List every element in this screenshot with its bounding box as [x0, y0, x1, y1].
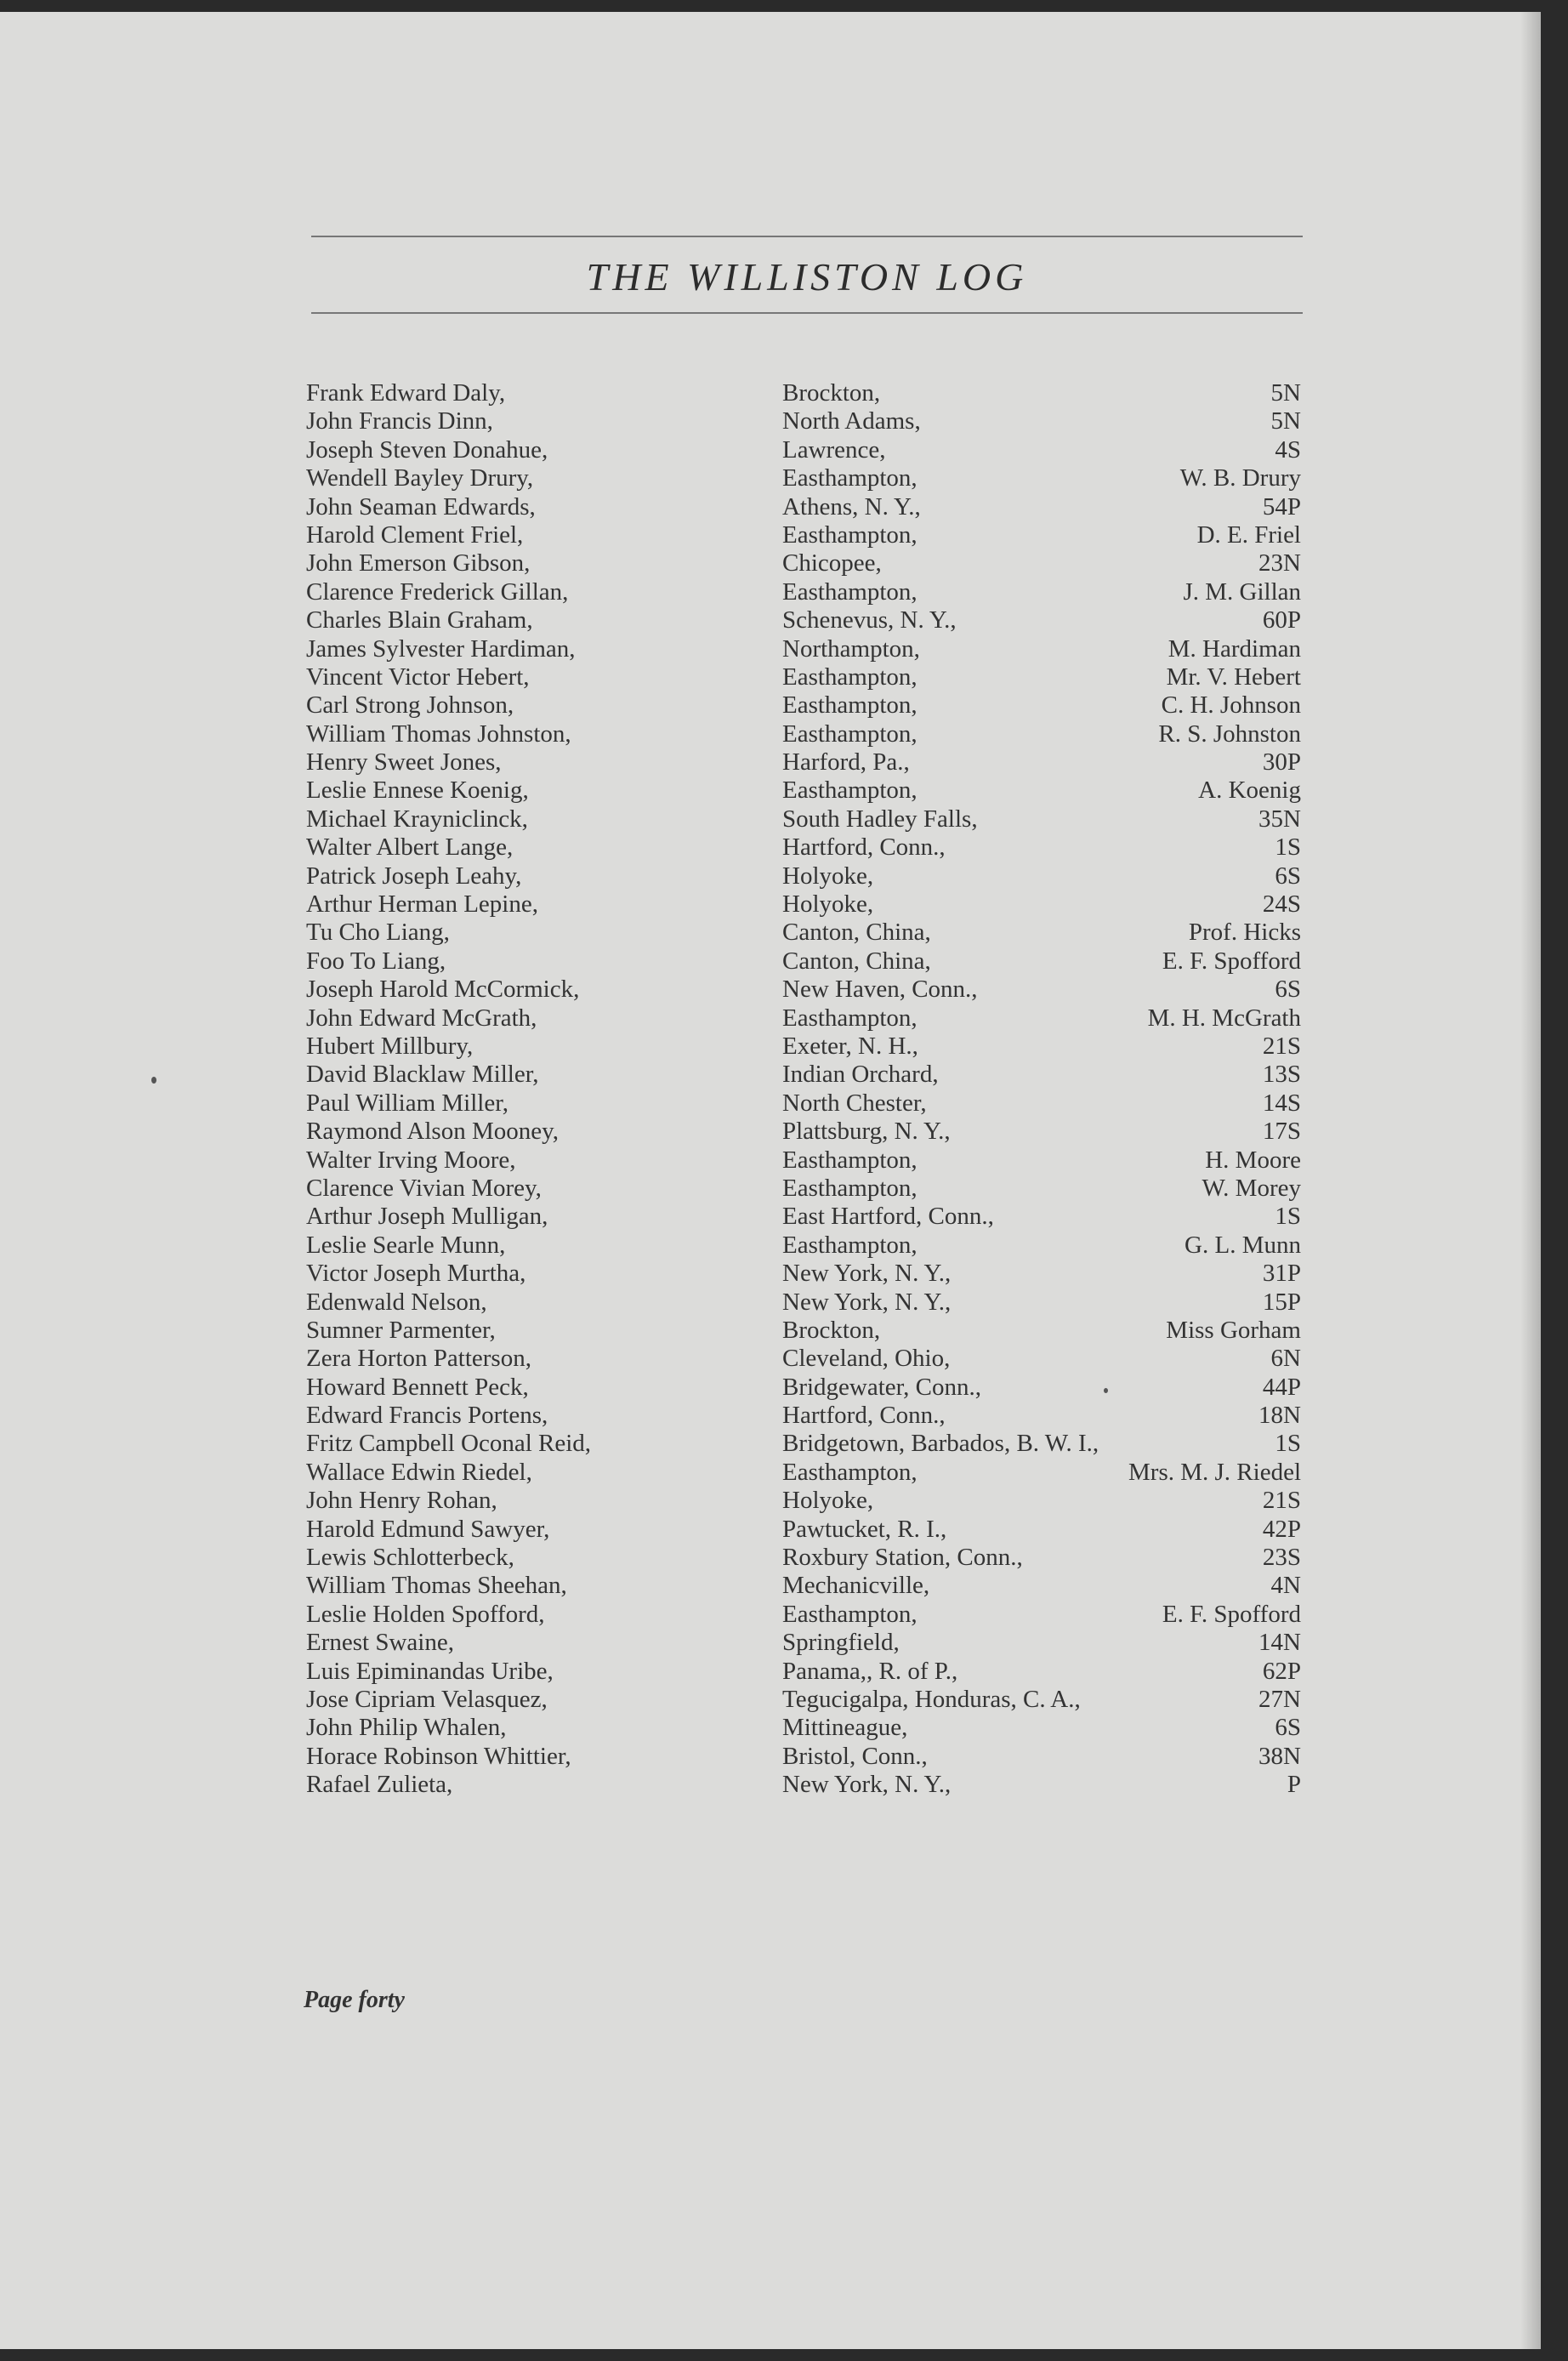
home-town: Holyoke, — [782, 862, 874, 890]
home-town: Canton, China, — [782, 947, 931, 975]
student-name: Henry Sweet Jones, — [306, 748, 502, 777]
roster-row — [306, 436, 1301, 464]
roster-row — [306, 1004, 1301, 1033]
home-town: Springfield, — [782, 1629, 900, 1657]
room-or-residence: 24S — [1262, 890, 1301, 919]
room-or-residence: 21S — [1262, 1487, 1301, 1515]
home-town: Easthampton, — [782, 1174, 918, 1202]
room-or-residence: M. Hardiman — [1167, 634, 1301, 663]
student-name: Leslie Holden Spofford, — [306, 1600, 545, 1628]
header-rule-top — [311, 236, 1303, 237]
student-name: Charles Blain Graham, — [306, 606, 533, 634]
room-or-residence: 6N — [1270, 1345, 1301, 1373]
student-name: Sumner Parmenter, — [306, 1316, 496, 1344]
roster-row — [306, 1203, 1301, 1231]
home-town: Exeter, N. H., — [782, 1032, 918, 1060]
student-name: Hubert Millbury, — [306, 1032, 474, 1060]
roster-row — [306, 1430, 1301, 1458]
home-town: Mittineague, — [782, 1714, 908, 1742]
roster-row — [306, 1260, 1301, 1288]
student-name: Howard Bennett Peck, — [306, 1373, 529, 1401]
room-or-residence: 21S — [1262, 1032, 1301, 1060]
room-or-residence: 6S — [1275, 1714, 1301, 1742]
home-town: Bridgetown, Barbados, B. W. I., — [782, 1430, 1099, 1458]
home-town: Easthampton, — [782, 464, 918, 492]
home-town: Holyoke, — [782, 1487, 874, 1515]
student-name: Wendell Bayley Drury, — [306, 464, 534, 492]
running-header — [311, 236, 1303, 321]
home-town: Easthampton, — [782, 1458, 918, 1486]
room-or-residence: 4N — [1270, 1572, 1301, 1600]
room-or-residence: H. Moore — [1205, 1146, 1301, 1174]
room-or-residence: 27N — [1258, 1685, 1301, 1713]
student-name: Foo To Liang, — [306, 947, 446, 975]
room-or-residence: 62P — [1262, 1657, 1301, 1685]
student-name: John Francis Dinn, — [306, 407, 493, 435]
student-name: Edward Francis Portens, — [306, 1402, 548, 1430]
student-name: Leslie Searle Munn, — [306, 1231, 506, 1259]
room-or-residence: R. S. Johnston — [1158, 720, 1301, 748]
room-or-residence: Mrs. M. J. Riedel — [1128, 1458, 1301, 1486]
room-or-residence: 17S — [1262, 1118, 1301, 1146]
room-or-residence: 31P — [1262, 1260, 1301, 1288]
roster-row — [306, 635, 1301, 663]
roster-row — [306, 493, 1301, 521]
room-or-residence: J. M. Gillan — [1183, 577, 1301, 606]
roster-row — [306, 379, 1301, 407]
roster-row — [306, 1516, 1301, 1544]
student-name: John Edward McGrath, — [306, 1004, 537, 1032]
room-or-residence: 15P — [1262, 1288, 1301, 1316]
home-town: Indian Orchard, — [782, 1061, 939, 1089]
home-town: Easthampton, — [782, 1004, 918, 1032]
student-name: John Emerson Gibson, — [306, 549, 531, 577]
room-or-residence: A. Koenig — [1198, 777, 1301, 805]
roster-row — [306, 1714, 1301, 1742]
student-name: Michael Krayniclinck, — [306, 805, 528, 833]
roster-row — [306, 1317, 1301, 1345]
student-name: Joseph Harold McCormick, — [306, 976, 580, 1004]
student-name: Lewis Schlotterbeck, — [306, 1544, 514, 1572]
room-or-residence: 1S — [1275, 833, 1301, 862]
room-or-residence: 6S — [1275, 976, 1301, 1004]
roster-row — [306, 1771, 1301, 1799]
student-name: Victor Joseph Murtha, — [306, 1260, 526, 1288]
room-or-residence: 13S — [1262, 1061, 1301, 1089]
room-or-residence: 5N — [1270, 407, 1301, 435]
roster-row — [306, 1743, 1301, 1771]
room-or-residence: M. H. McGrath — [1147, 1004, 1301, 1032]
student-name: Rafael Zulieta, — [306, 1771, 453, 1799]
home-town: Panama,, R. of P., — [782, 1657, 958, 1685]
home-town: Cleveland, Ohio, — [782, 1345, 951, 1373]
room-or-residence: 18N — [1258, 1402, 1301, 1430]
roster-row — [306, 606, 1301, 634]
header-rule-bottom — [311, 312, 1303, 314]
student-name: Wallace Edwin Riedel, — [306, 1458, 532, 1486]
home-town: South Hadley Falls, — [782, 805, 978, 833]
room-or-residence: 6S — [1275, 862, 1301, 890]
home-town: Brockton, — [782, 1316, 881, 1344]
room-or-residence: E. F. Spofford — [1162, 947, 1301, 975]
student-name: David Blacklaw Miller, — [306, 1061, 539, 1089]
home-town: Bristol, Conn., — [782, 1742, 928, 1770]
home-town: Tegucigalpa, Honduras, C. A., — [782, 1685, 1081, 1713]
student-name: Arthur Joseph Mulligan, — [306, 1203, 548, 1231]
room-or-residence: 14N — [1258, 1629, 1301, 1657]
roster-row — [306, 1686, 1301, 1714]
student-name: James Sylvester Hardiman, — [306, 634, 576, 663]
roster-row — [306, 464, 1301, 492]
roster-row — [306, 720, 1301, 748]
home-town: Easthampton, — [782, 577, 918, 606]
student-name: Luis Epiminandas Uribe, — [306, 1657, 554, 1685]
roster-row — [306, 1033, 1301, 1061]
roster-row — [306, 777, 1301, 805]
home-town: Harford, Pa., — [782, 748, 910, 777]
home-town: Hartford, Conn., — [782, 833, 946, 862]
home-town: Pawtucket, R. I., — [782, 1515, 947, 1543]
student-name: Patrick Joseph Leahy, — [306, 862, 522, 890]
roster-row — [306, 1289, 1301, 1317]
student-name: Tu Cho Liang, — [306, 919, 450, 947]
roster-row — [306, 1544, 1301, 1572]
home-town: North Chester, — [782, 1089, 927, 1117]
home-town: Holyoke, — [782, 890, 874, 919]
student-name: Jose Cipriam Velasquez, — [306, 1685, 548, 1713]
roster-row — [306, 890, 1301, 919]
roster-row — [306, 578, 1301, 606]
room-or-residence: W. B. Drury — [1179, 464, 1301, 492]
ink-speck — [1104, 1388, 1108, 1393]
home-town: Canton, China, — [782, 919, 931, 947]
roster-row — [306, 1232, 1301, 1260]
student-roster — [306, 379, 1301, 1800]
home-town: Roxbury Station, Conn., — [782, 1544, 1023, 1572]
room-or-residence: 42P — [1262, 1515, 1301, 1543]
room-or-residence: 23N — [1258, 549, 1301, 577]
student-name: Clarence Vivian Morey, — [306, 1174, 542, 1202]
roster-row — [306, 1487, 1301, 1515]
student-name: Clarence Frederick Gillan, — [306, 577, 569, 606]
home-town: Easthampton, — [782, 1600, 918, 1628]
room-or-residence: 23S — [1262, 1544, 1301, 1572]
room-or-residence: 38N — [1258, 1742, 1301, 1770]
roster-row — [306, 976, 1301, 1004]
roster-row — [306, 407, 1301, 435]
roster-row — [306, 1658, 1301, 1686]
student-name: John Philip Whalen, — [306, 1714, 507, 1742]
room-or-residence: 30P — [1262, 748, 1301, 777]
book-page — [0, 12, 1541, 2349]
student-name: Leslie Ennese Koenig, — [306, 777, 529, 805]
student-name: William Thomas Johnston, — [306, 720, 571, 748]
room-or-residence: Mr. V. Hebert — [1166, 663, 1301, 691]
student-name: Edenwald Nelson, — [306, 1288, 487, 1316]
room-or-residence: C. H. Johnson — [1161, 691, 1301, 720]
room-or-residence: 35N — [1258, 805, 1301, 833]
student-name: Paul William Miller, — [306, 1089, 508, 1117]
home-town: New York, N. Y., — [782, 1260, 952, 1288]
home-town: Bridgewater, Conn., — [782, 1373, 982, 1401]
home-town: Easthampton, — [782, 1231, 918, 1259]
student-name: Arthur Herman Lepine, — [306, 890, 538, 919]
home-town: Chicopee, — [782, 549, 882, 577]
home-town: Easthampton, — [782, 521, 918, 549]
home-town: New Haven, Conn., — [782, 976, 978, 1004]
home-town: Northampton, — [782, 634, 920, 663]
home-town: Easthampton, — [782, 691, 918, 720]
student-name: Raymond Alson Mooney, — [306, 1118, 559, 1146]
roster-row — [306, 1629, 1301, 1657]
student-name: Harold Clement Friel, — [306, 521, 524, 549]
home-town: Easthampton, — [782, 720, 918, 748]
student-name: John Seaman Edwards, — [306, 492, 536, 521]
room-or-residence: G. L. Munn — [1185, 1231, 1301, 1259]
roster-row — [306, 833, 1301, 862]
home-town: Easthampton, — [782, 1146, 918, 1174]
room-or-residence: Miss Gorham — [1166, 1316, 1301, 1344]
roster-row — [306, 805, 1301, 833]
home-town: Schenevus, N. Y., — [782, 606, 957, 634]
student-name: Walter Albert Lange, — [306, 833, 514, 862]
student-name: Joseph Steven Donahue, — [306, 435, 548, 464]
student-name: Horace Robinson Whittier, — [306, 1742, 571, 1770]
student-name: Vincent Victor Hebert, — [306, 663, 530, 691]
roster-row — [306, 1402, 1301, 1430]
roster-row — [306, 1601, 1301, 1629]
room-or-residence: 1S — [1275, 1430, 1301, 1458]
room-or-residence: 44P — [1262, 1373, 1301, 1401]
room-or-residence: D. E. Friel — [1196, 521, 1301, 549]
roster-row — [306, 748, 1301, 777]
roster-row — [306, 1175, 1301, 1203]
room-or-residence: P — [1287, 1771, 1301, 1799]
student-name: John Henry Rohan, — [306, 1487, 497, 1515]
room-or-residence: 54P — [1262, 492, 1301, 521]
student-name: Fritz Campbell Oconal Reid, — [306, 1430, 592, 1458]
roster-row — [306, 1089, 1301, 1118]
roster-row — [306, 947, 1301, 976]
roster-row — [306, 919, 1301, 947]
roster-row — [306, 1061, 1301, 1089]
roster-row — [306, 549, 1301, 577]
home-town: Athens, N. Y., — [782, 492, 921, 521]
student-name: Frank Edward Daly, — [306, 379, 506, 407]
home-town: Easthampton, — [782, 777, 918, 805]
room-or-residence: 14S — [1262, 1089, 1301, 1117]
ink-speck — [151, 1077, 156, 1084]
student-name: Harold Edmund Sawyer, — [306, 1515, 550, 1543]
home-town: East Hartford, Conn., — [782, 1203, 994, 1231]
home-town: Plattsburg, N. Y., — [782, 1118, 951, 1146]
page-number: Page forty — [304, 1987, 405, 2013]
roster-row — [306, 1345, 1301, 1373]
roster-row — [306, 1572, 1301, 1600]
roster-row — [306, 1374, 1301, 1402]
running-title: THE WILLISTON LOG — [586, 255, 1028, 299]
roster-row — [306, 521, 1301, 549]
roster-row — [306, 691, 1301, 720]
roster-row — [306, 1146, 1301, 1175]
room-or-residence: E. F. Spofford — [1162, 1600, 1301, 1628]
home-town: Brockton, — [782, 379, 881, 407]
roster-row — [306, 663, 1301, 691]
room-or-residence: 60P — [1262, 606, 1301, 634]
home-town: Hartford, Conn., — [782, 1402, 946, 1430]
student-name: Zera Horton Patterson, — [306, 1345, 531, 1373]
room-or-residence: 5N — [1270, 379, 1301, 407]
room-or-residence: 4S — [1275, 435, 1301, 464]
home-town: North Adams, — [782, 407, 921, 435]
roster-row — [306, 1459, 1301, 1487]
home-town: New York, N. Y., — [782, 1771, 952, 1799]
room-or-residence: Prof. Hicks — [1188, 919, 1301, 947]
home-town: Easthampton, — [782, 663, 918, 691]
student-name: Carl Strong Johnson, — [306, 691, 514, 720]
home-town: Lawrence, — [782, 435, 886, 464]
student-name: Ernest Swaine, — [306, 1629, 454, 1657]
home-town: New York, N. Y., — [782, 1288, 952, 1316]
room-or-residence: W. Morey — [1202, 1174, 1301, 1202]
roster-row — [306, 1118, 1301, 1146]
student-name: Walter Irving Moore, — [306, 1146, 516, 1174]
roster-row — [306, 862, 1301, 890]
home-town: Mechanicville, — [782, 1572, 930, 1600]
room-or-residence: 1S — [1275, 1203, 1301, 1231]
student-name: William Thomas Sheehan, — [306, 1572, 567, 1600]
